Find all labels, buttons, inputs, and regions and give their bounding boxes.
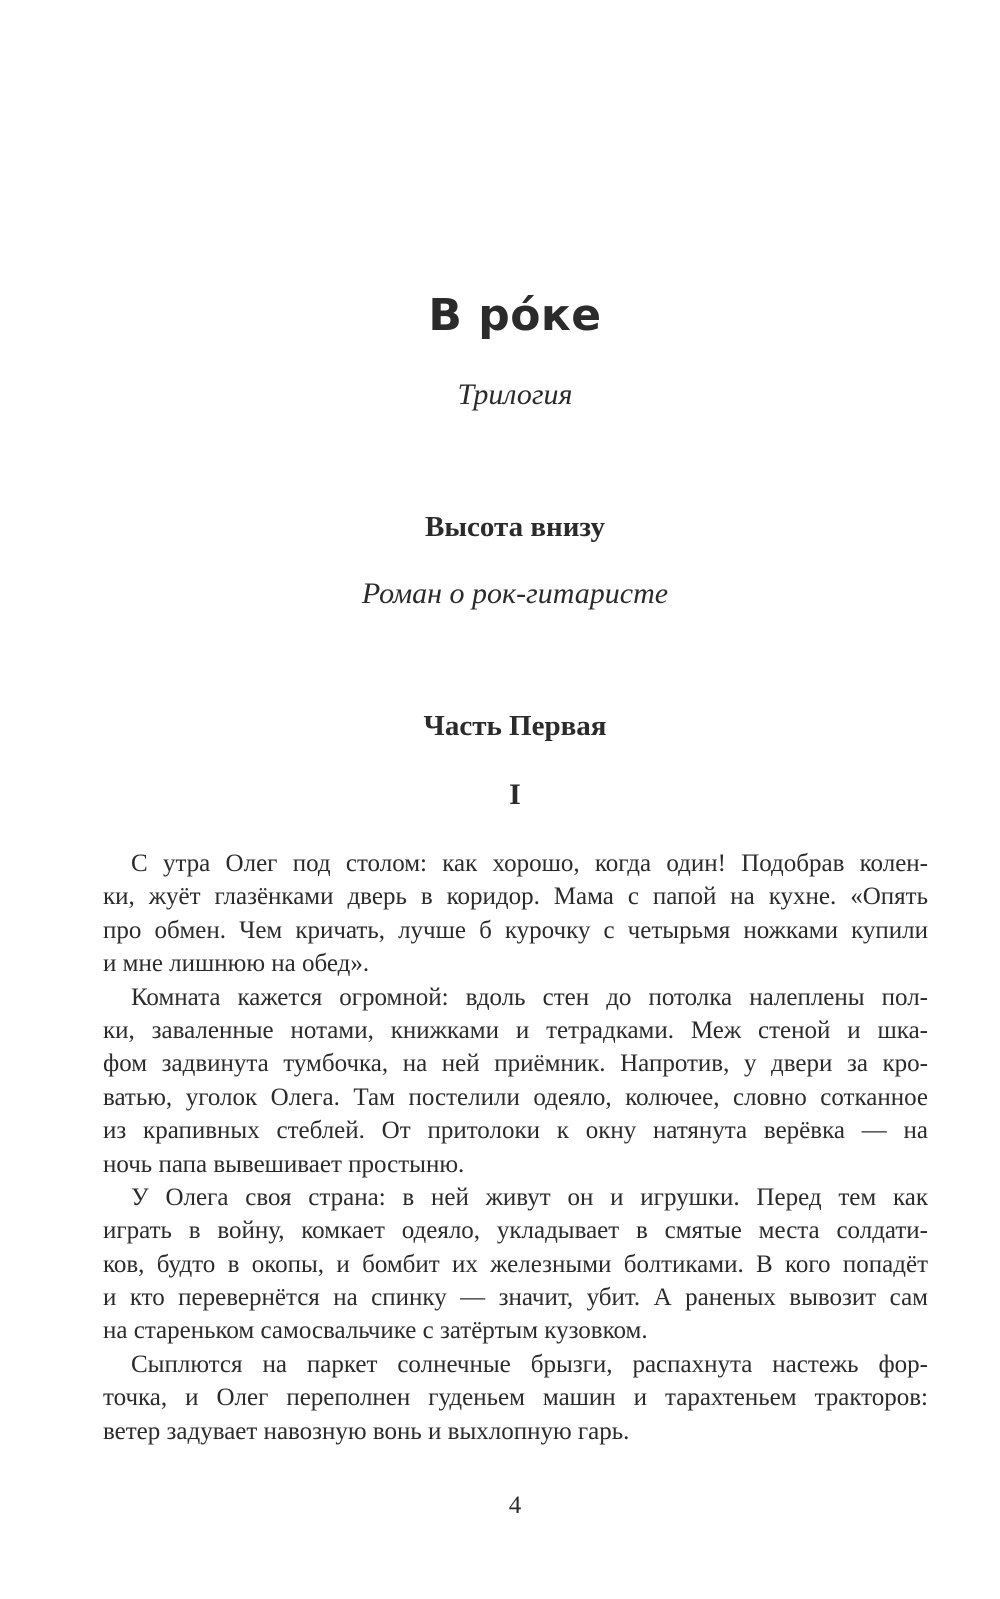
text-line: У Олега своя страна: в ней живут он и игрушки. Перед тем как: [131, 1183, 928, 1211]
text-line: и мне лишнюю на обед».: [103, 950, 370, 978]
text-line: точка, и Олег переполнен гуденьем машин и тарахтеньем тракторов:: [103, 1384, 928, 1412]
page-number: 4: [508, 1492, 522, 1519]
text-line: ков, будто в окопы, и бомбит их железными болтиками. В кого попадёт: [103, 1250, 928, 1278]
body-text: [103, 847, 928, 1448]
text-line: Комната кажется огромной: вдоль стен до потолка налеплены пол-: [131, 983, 928, 1011]
chapter-number: I: [509, 778, 521, 811]
text-line: и кто перевернётся на спинку — значит, убит. А раненых вывозит сам: [103, 1284, 928, 1312]
text-line: из крапивных стеблей. От притолоки к окну натянута верёвка — на: [103, 1117, 928, 1145]
text-line: ки, жуёт глазёнками дверь в коридор. Мама с папой на кухне. «Опять: [103, 883, 928, 911]
text-line: Сыплются на паркет солнечные брызги, распахнута настежь фор-: [131, 1350, 928, 1378]
text-line: ватью, уголок Олега. Там постелили одеяло, колючее, словно сотканное: [103, 1083, 928, 1111]
text-line: ветер задувает навозную вонь и выхлопную гарь.: [103, 1417, 630, 1445]
text-line: фом задвинута тумбочка, на ней приёмник. Напротив, у двери за кро-: [103, 1050, 928, 1078]
book-title: Высота внизу: [425, 511, 605, 543]
trilogy-title: В ро́ке: [428, 290, 602, 341]
text-line: про обмен. Чем кричать, лучше б курочку с четырьмя ножками купили: [103, 916, 928, 944]
trilogy-subtitle: Трилогия: [457, 378, 573, 411]
text-line: ки, заваленные нотами, книжками и тетрадками. Меж стеной и шка-: [103, 1016, 928, 1044]
part-title: Часть Первая: [423, 710, 607, 742]
book-subtitle: Роман о рок-гитаристе: [361, 577, 669, 610]
text-line: С утра Олег под столом: как хорошо, когда один! Подобрав колен-: [131, 850, 928, 877]
text-line: ночь папа вывешивает простыню.: [103, 1150, 465, 1178]
text-line: на стареньком самосвальчике с затёртым кузовком.: [103, 1317, 648, 1345]
text-line: играть в войну, комкает одеяло, укладывает в смятые места солдати-: [103, 1217, 928, 1245]
